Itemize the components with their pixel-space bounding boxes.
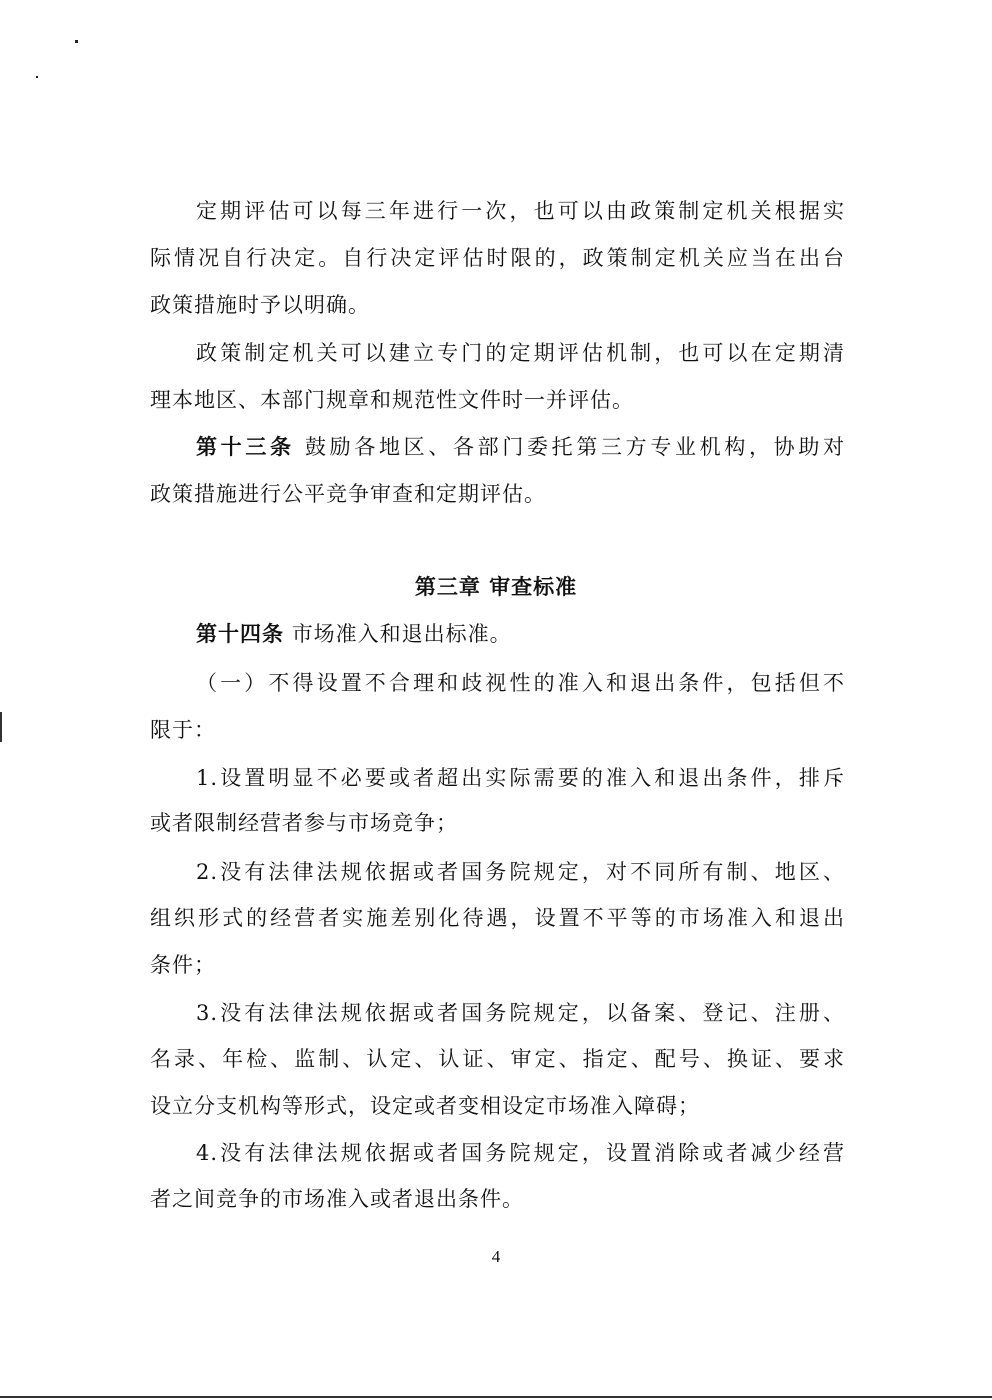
- paragraph-line: 或者限制经营者参与市场竞争；: [150, 811, 458, 835]
- paragraph-line: 2.没有法律法规依据或者国务院规定，对不同所有制、地区、: [196, 860, 845, 884]
- paragraph-line: 1.设置明显不必要或者超出实际需要的准入和退出条件，排斥: [196, 766, 845, 790]
- paragraph-line: 4.没有法律法规依据或者国务院规定，设置消除或者减少经营: [196, 1141, 845, 1165]
- page-number: 4: [491, 1247, 501, 1266]
- article-14-label: 第十四条: [196, 622, 284, 646]
- article-13-text: 鼓励各地区、各部门委托第三方专业机构，协助对: [305, 435, 845, 459]
- scan-speck: [75, 40, 78, 43]
- paragraph-line: 3.没有法律法规依据或者国务院规定，以备案、登记、注册、: [196, 1001, 845, 1025]
- article-14-line: [196, 619, 845, 649]
- paragraph-line: 政策措施时予以明确。: [150, 293, 370, 317]
- article-13-line: [196, 432, 845, 462]
- chapter-title: 第三章 审查标准: [414, 575, 578, 599]
- article-13-label: 第十三条: [196, 435, 295, 459]
- paragraph-line: 设立分支机构等形式，设定或者变相设定市场准入障碍；: [150, 1094, 700, 1118]
- article-14-heading: 市场准入和退出标准。: [291, 622, 512, 646]
- paragraph-line: 组织形式的经营者实施差别化待遇，设置不平等的市场准入和退出: [150, 906, 845, 930]
- paragraph-line: 名录、年检、监制、认定、认证、审定、指定、配号、换证、要求: [150, 1047, 845, 1071]
- paragraph-line: 者之间竞争的市场准入或者退出条件。: [150, 1187, 524, 1211]
- scan-edge-mark: [0, 712, 2, 742]
- paragraph-line: 际情况自行决定。自行决定评估时限的，政策制定机关应当在出台: [150, 246, 845, 270]
- paragraph-line: 政策制定机关可以建立专门的定期评估机制，也可以在定期清: [196, 341, 845, 365]
- paragraph-line: 定期评估可以每三年进行一次，也可以由政策制定机关根据实: [196, 199, 845, 223]
- scan-speck: [36, 76, 38, 78]
- paragraph-line: （一）不得设置不合理和歧视性的准入和退出条件，包括但不: [196, 671, 845, 695]
- paragraph-line: 限于：: [150, 718, 216, 742]
- paragraph-line: 理本地区、本部门规章和规范性文件时一并评估。: [150, 388, 634, 412]
- paragraph-line: 政策措施进行公平竞争审查和定期评估。: [150, 482, 546, 506]
- paragraph-line: 条件；: [150, 953, 216, 977]
- scan-bottom-edge: [0, 1396, 992, 1398]
